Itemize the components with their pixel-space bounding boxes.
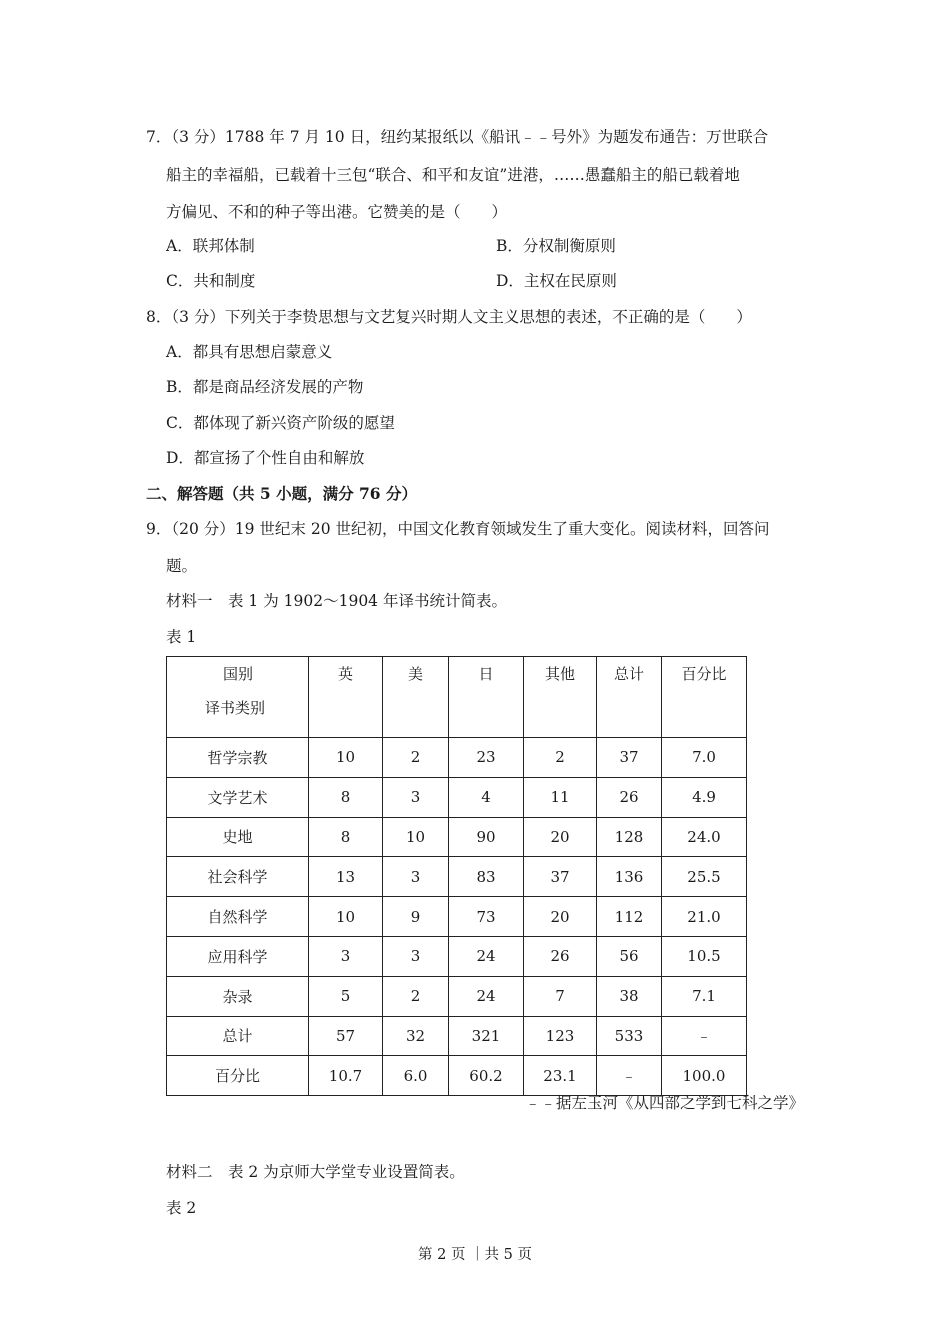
table-1-label: 表 1 (166, 628, 197, 646)
table-cell: 37 (524, 857, 597, 897)
row-label: 百分比 (167, 1056, 309, 1096)
table-cell: 128 (597, 817, 662, 857)
table-cell: 7 (524, 976, 597, 1016)
column-header: 其他 (524, 657, 597, 738)
table-cell: 4.9 (662, 777, 747, 817)
column-header: 美 (383, 657, 449, 738)
table-cell: 3 (383, 936, 449, 976)
table-cell: 32 (383, 1016, 449, 1056)
table-cell: 10.5 (662, 936, 747, 976)
table-cell: ﹣ (597, 1056, 662, 1096)
table-cell: 10.7 (309, 1056, 383, 1096)
q7-line-2: 船主的幸福船，已载着十三包“联合、和平和友谊”进港，……愚蠢船主的船已载着地 (166, 166, 740, 184)
table-cell: 90 (449, 817, 524, 857)
q8-option-a: A．都具有思想启蒙意义 (166, 343, 333, 361)
table-cell: 38 (597, 976, 662, 1016)
row-label: 总计 (167, 1016, 309, 1056)
table-cell: 3 (309, 936, 383, 976)
table-cell: 7.1 (662, 976, 747, 1016)
row-label: 社会科学 (167, 857, 309, 897)
table-row (167, 897, 747, 937)
table-cell: 11 (524, 777, 597, 817)
section-heading: 二、解答题（共 5 小题，满分 76 分） (146, 484, 417, 503)
table-cell: 13 (309, 857, 383, 897)
table-cell: 25.5 (662, 857, 747, 897)
table-cell: 8 (309, 777, 383, 817)
table-cell: 5 (309, 976, 383, 1016)
q8-option-b: B．都是商品经济发展的产物 (166, 378, 364, 396)
table-cell: 83 (449, 857, 524, 897)
q8-option-d: D．都宣扬了个性自由和解放 (166, 449, 365, 467)
column-header: 英 (309, 657, 383, 738)
table-cell: 23 (449, 738, 524, 778)
table-row (167, 777, 747, 817)
table-row (167, 1016, 747, 1056)
table-cell: 8 (309, 817, 383, 857)
table-1-source: ﹣﹣据左玉河《从四部之学到七科之学》 (524, 1094, 804, 1112)
table-cell: 4 (449, 777, 524, 817)
table-cell: 2 (524, 738, 597, 778)
table-cell: 24 (449, 936, 524, 976)
table-cell: 321 (449, 1016, 524, 1056)
column-header: 总计 (597, 657, 662, 738)
table-cell: 533 (597, 1016, 662, 1056)
table-cell: 60.2 (449, 1056, 524, 1096)
row-label: 哲学宗教 (167, 738, 309, 778)
table-cell: 24.0 (662, 817, 747, 857)
table-cell: 56 (597, 936, 662, 976)
table-cell: 3 (383, 857, 449, 897)
row-label: 杂录 (167, 976, 309, 1016)
q7-option-a: A．联邦体制 (166, 237, 255, 255)
table-header-row (167, 657, 747, 738)
table-corner-cell (167, 657, 309, 738)
page-footer: 第 2 页 ｜共 5 页 (418, 1247, 532, 1263)
table-cell: 10 (383, 817, 449, 857)
table-cell: 2 (383, 738, 449, 778)
row-label: 史地 (167, 817, 309, 857)
table-cell: 21.0 (662, 897, 747, 937)
q7-option-d: D．主权在民原则 (496, 272, 617, 290)
row-label: 文学艺术 (167, 777, 309, 817)
corner-country-label: 国别 (223, 665, 254, 683)
table-cell: 136 (597, 857, 662, 897)
table-cell: 7.0 (662, 738, 747, 778)
table-cell: 24 (449, 976, 524, 1016)
q7-option-c: C．共和制度 (166, 272, 256, 290)
table-cell: 10 (309, 897, 383, 937)
material-1-caption: 材料一 表 1 为 1902～1904 年译书统计简表。 (166, 592, 507, 610)
table-cell: 2 (383, 976, 449, 1016)
column-header: 日 (449, 657, 524, 738)
table-cell: 26 (524, 936, 597, 976)
q7-option-b: B．分权制衡原则 (496, 237, 616, 255)
table-row (167, 976, 747, 1016)
table-cell: 20 (524, 897, 597, 937)
table-row (167, 857, 747, 897)
q8-line-1: 8．（3 分）下列关于李贽思想与文艺复兴时期人文主义思想的表述，不正确的是（ ） (146, 308, 752, 326)
table-cell: 57 (309, 1016, 383, 1056)
table-cell: 37 (597, 738, 662, 778)
table-row (167, 936, 747, 976)
column-header: 百分比 (662, 657, 747, 738)
table-cell: 100.0 (662, 1056, 747, 1096)
table-cell: 73 (449, 897, 524, 937)
q9-line-2: 题。 (166, 557, 198, 575)
table-cell: ﹣ (662, 1016, 747, 1056)
table-cell: 20 (524, 817, 597, 857)
table-row (167, 817, 747, 857)
row-label: 应用科学 (167, 936, 309, 976)
translation-stats-table (166, 656, 747, 1096)
table-cell: 123 (524, 1016, 597, 1056)
table-cell: 6.0 (383, 1056, 449, 1096)
table-row (167, 1056, 747, 1096)
corner-category-label: 译书类别 (205, 699, 266, 717)
material-2-caption: 材料二 表 2 为京师大学堂专业设置简表。 (166, 1163, 465, 1181)
q9-line-1: 9．（20 分）19 世纪末 20 世纪初，中国文化教育领域发生了重大变化。阅读材料，回答问 (146, 520, 770, 538)
table-cell: 112 (597, 897, 662, 937)
q7-line-3: 方偏见、不和的种子等出港。它赞美的是（ ） (166, 203, 508, 221)
table-cell: 26 (597, 777, 662, 817)
table-cell: 9 (383, 897, 449, 937)
q8-option-c: C．都体现了新兴资产阶级的愿望 (166, 414, 395, 432)
table-cell: 10 (309, 738, 383, 778)
table-cell: 3 (383, 777, 449, 817)
table-cell: 23.1 (524, 1056, 597, 1096)
row-label: 自然科学 (167, 897, 309, 937)
q7-line-1: 7．（3 分）1788 年 7 月 10 日，纽约某报纸以《船讯﹣﹣号外》为题发布通告：万世联合 (146, 128, 769, 146)
table-row (167, 738, 747, 778)
table-2-label: 表 2 (166, 1199, 197, 1217)
